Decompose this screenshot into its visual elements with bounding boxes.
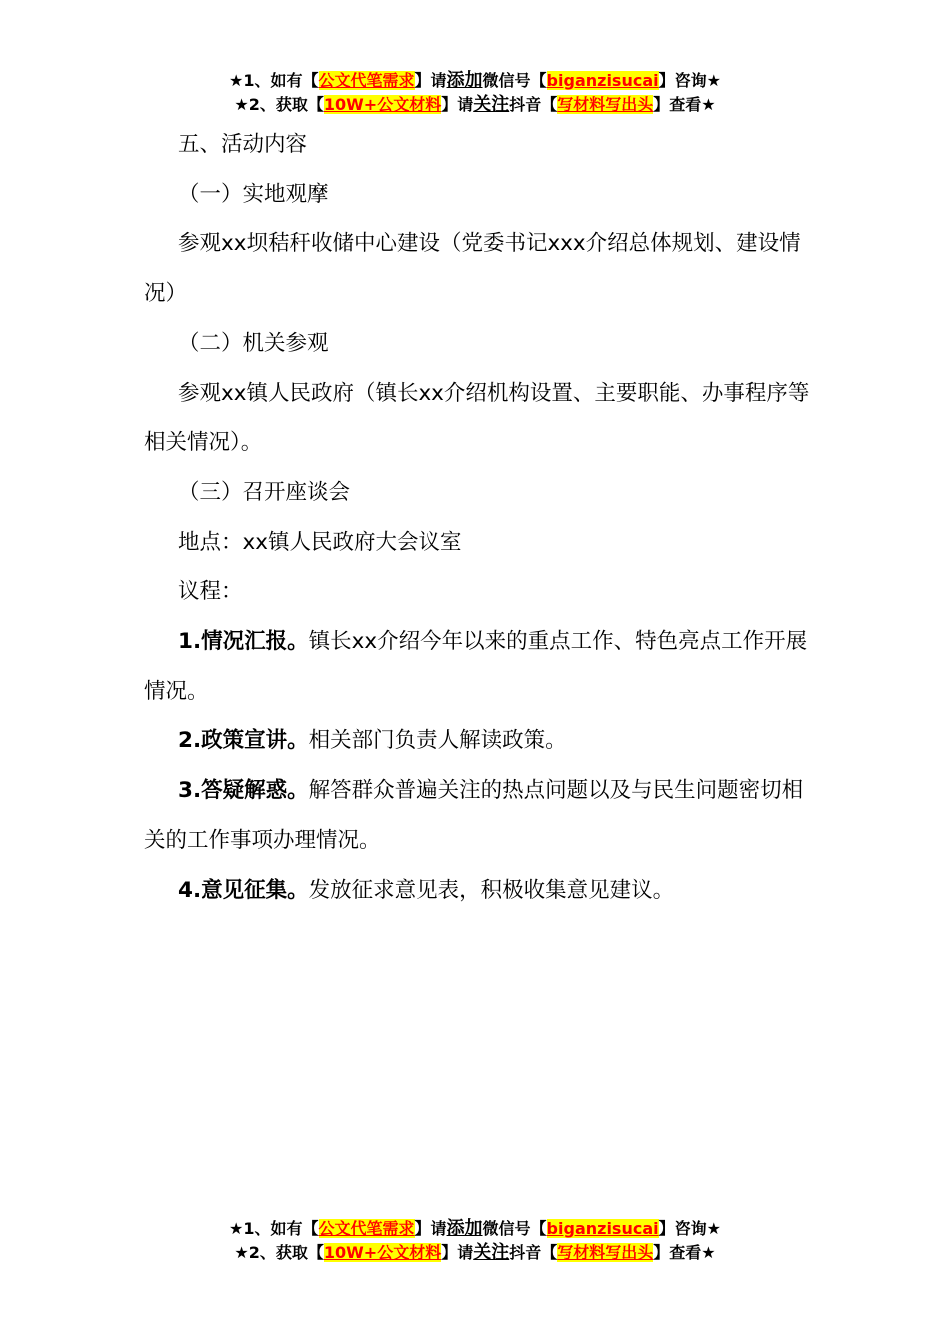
agenda-item-text: 镇长xx介绍今年以来的重点工作、特色亮点工作开展情况。 [144, 629, 808, 704]
agenda-item-title: 3.答疑解惑。 [178, 778, 309, 804]
subsection-1-heading: （一）实地观摩 [178, 181, 329, 207]
agenda-item-text: 相关部门负责人解读政策。 [308, 728, 567, 754]
banner-line-2: ★2、获取【10W+公文材料】请关注抖音【写材料写出头】查看★ [234, 1242, 716, 1263]
banner-line-1: ★1、如有【公文代笔需求】请添加微信号【biganzisucai】咨询★ [229, 1218, 721, 1239]
banner-highlight-wechat-id: biganzisucai [546, 1219, 659, 1238]
banner-highlight-materials: 10W+公文材料 [323, 1243, 442, 1262]
subsection-3-heading: （三）召开座谈会 [178, 479, 351, 505]
subsection-2-heading: （二）机关参观 [178, 330, 329, 356]
meeting-location: 地点：xx镇人民政府大会议室 [178, 529, 462, 555]
agenda-label: 议程： [178, 579, 243, 605]
agenda-item-1 [144, 617, 814, 716]
agenda-item-text: 发放征求意见表，积极收集意见建议。 [308, 877, 675, 903]
footer-banner [0, 1217, 950, 1265]
banner-highlight-douyin: 写材料写出头 [557, 1243, 654, 1262]
agenda-item-title: 2.政策宣讲。 [178, 728, 309, 754]
agenda-item-3 [144, 766, 814, 865]
agenda-item-title: 4.意见征集。 [178, 877, 309, 903]
section-heading: 五、活动内容 [178, 132, 308, 157]
banner-highlight-materials: 10W+公文材料 [323, 95, 442, 114]
agenda-item-title: 1.情况汇报。 [178, 629, 309, 655]
banner-highlight-service: 公文代笔需求 [318, 71, 415, 90]
banner-highlight-douyin: 写材料写出头 [557, 95, 654, 114]
banner-highlight-service: 公文代笔需求 [318, 1219, 415, 1238]
agenda-item-2 [144, 716, 814, 766]
subsection-1-text: 参观xx坝秸秆收储中心建设（党委书记xxx介绍总体规划、建设情况） [144, 231, 801, 307]
header-banner [0, 69, 950, 117]
subsection-2-text: 参观xx镇人民政府（镇长xx介绍机构设置、主要职能、办事程序等相关情况）。 [144, 380, 810, 456]
banner-line-2: ★2、获取【10W+公文材料】请关注抖音【写材料写出头】查看★ [234, 94, 716, 115]
document-body [144, 120, 814, 915]
banner-line-1: ★1、如有【公文代笔需求】请添加微信号【biganzisucai】咨询★ [229, 70, 721, 91]
agenda-item-text: 解答群众普遍关注的热点问题以及与民生问题密切相关的工作事项办理情况。 [144, 778, 804, 853]
banner-highlight-wechat-id: biganzisucai [546, 71, 659, 90]
agenda-item-4 [144, 866, 814, 916]
